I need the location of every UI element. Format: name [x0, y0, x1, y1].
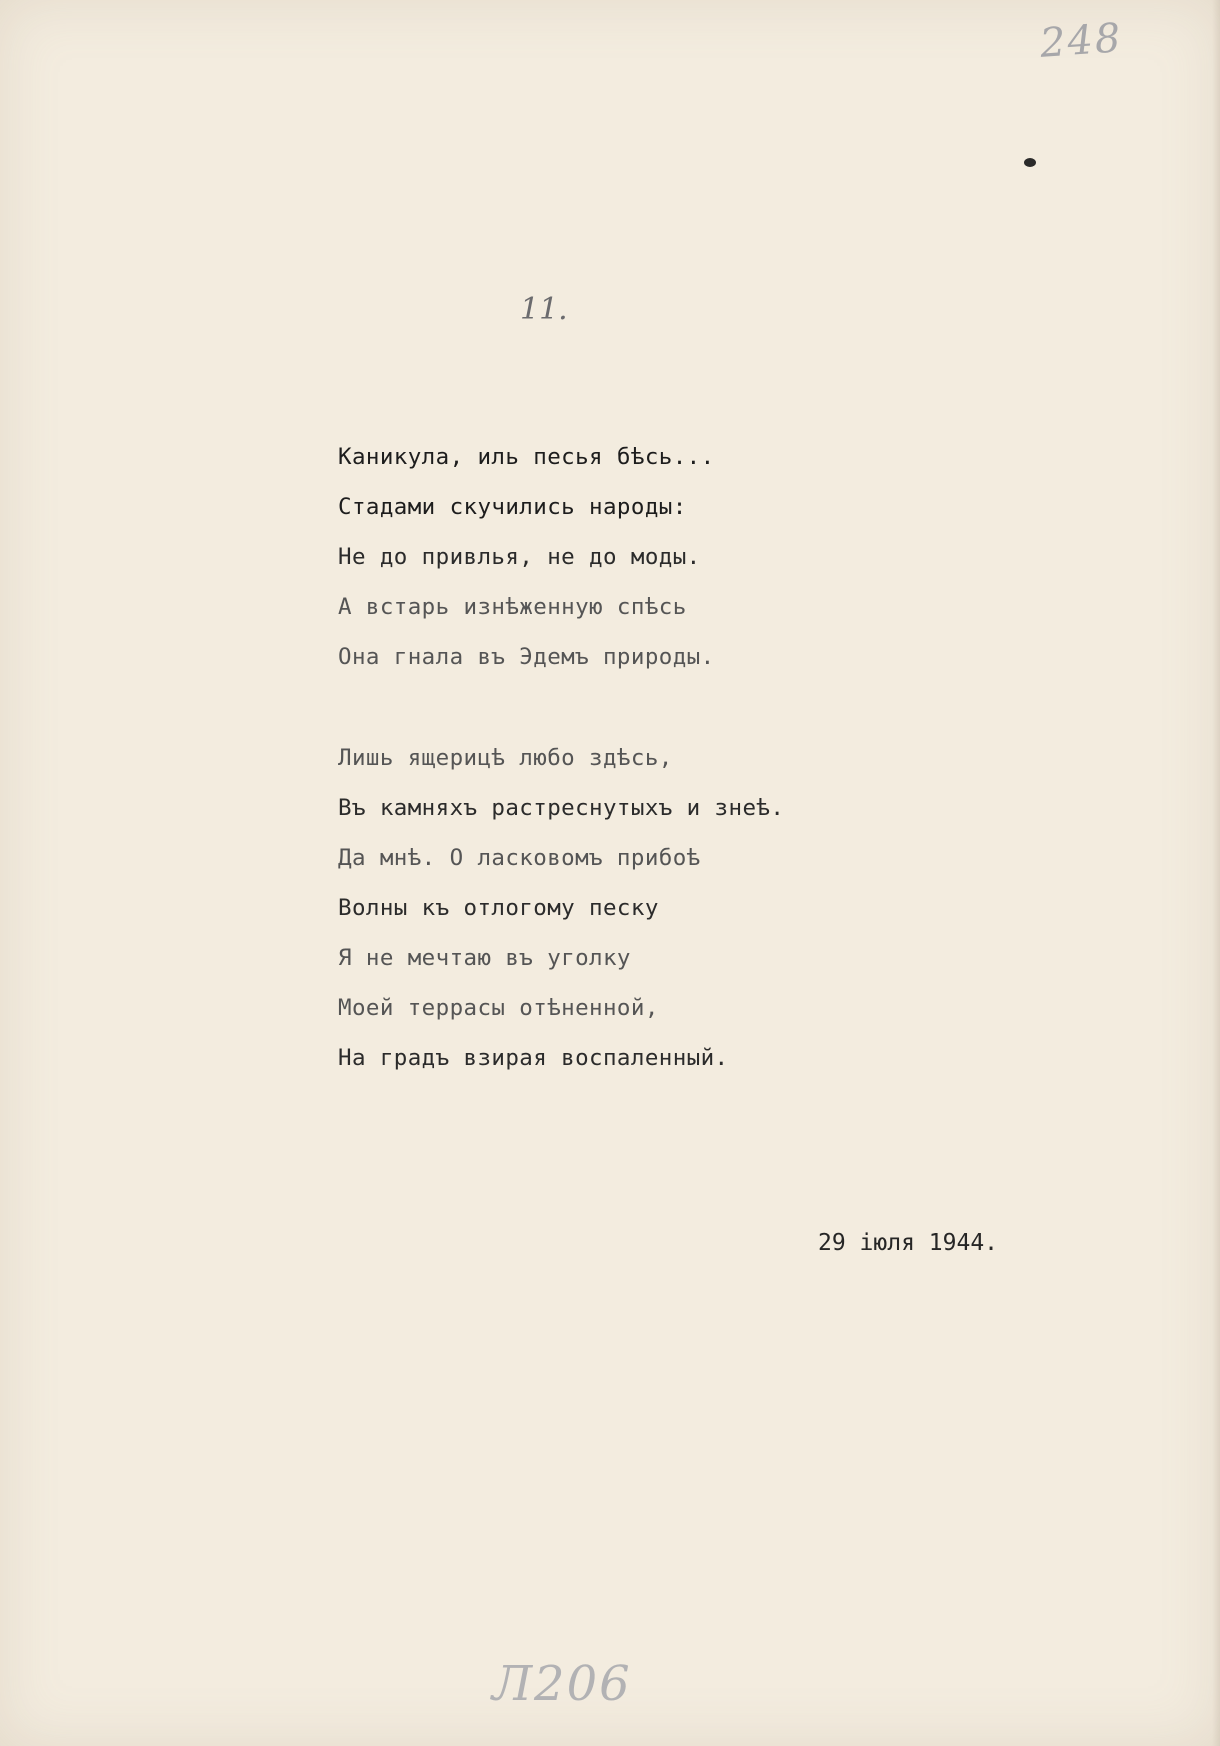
archive-mark: Л206 — [492, 1656, 632, 1712]
ink-blot — [1024, 158, 1036, 167]
verse-line: Стадами скучились народы: — [338, 494, 687, 520]
verse-line: Я не мечтаю въ уголку — [338, 945, 631, 971]
stanza-2 — [338, 733, 784, 1083]
verse-line: Каникула, иль песья бѣсь... — [338, 444, 715, 470]
verse-line: На градъ взирая воспаленный. — [338, 1045, 729, 1071]
verse-line: Она гнала въ Эдемъ природы. — [338, 644, 715, 670]
verse-line: Не до привлья, не до моды. — [338, 544, 701, 570]
verse-line: А встарь изнѣженную спѣсь — [338, 594, 687, 620]
verse-line: Да мнѣ. О ласковомъ прибоѣ — [338, 845, 701, 871]
verse-line: Въ камняхъ растреснутыхъ и знеѣ. — [338, 795, 785, 821]
verse-line: Лишь ящерицѣ любо здѣсь, — [338, 745, 673, 771]
poem-number: 11. — [520, 292, 568, 327]
folio-number: 248 — [1038, 15, 1124, 67]
poem-date: 29 іюля 1944. — [818, 1230, 999, 1256]
verse-line: Моей террасы отѣненной, — [338, 995, 659, 1021]
verse-line: Волны къ отлогому песку — [338, 895, 659, 921]
stanza-1 — [338, 432, 715, 682]
